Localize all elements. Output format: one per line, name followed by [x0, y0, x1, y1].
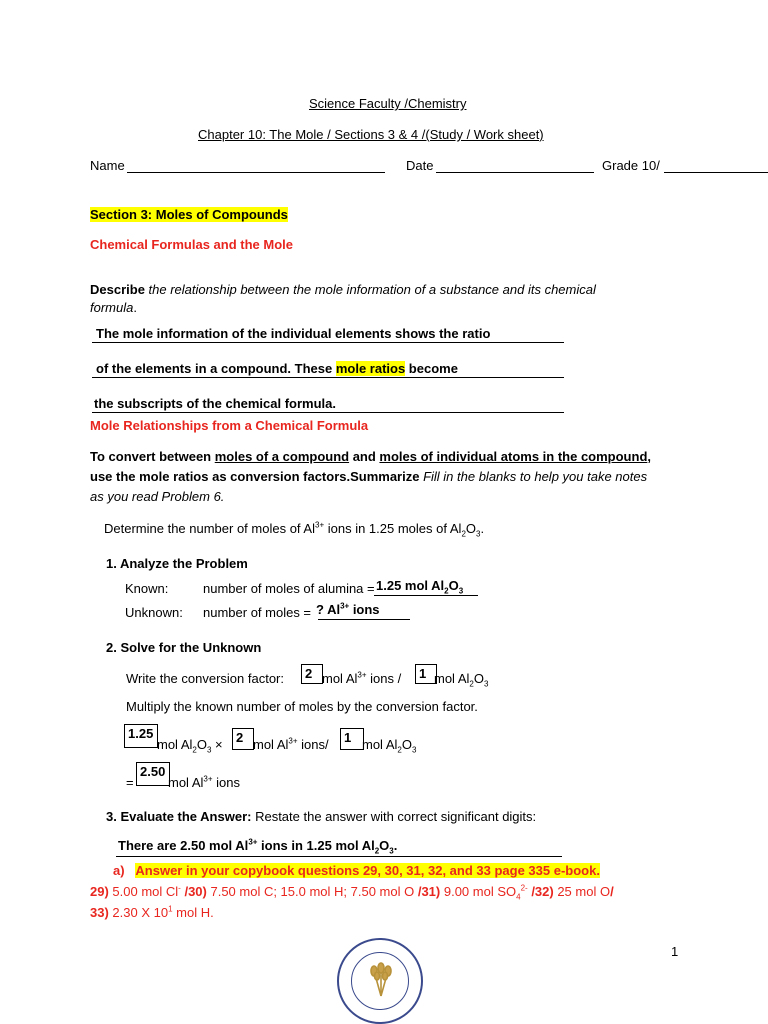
page-number: 1 — [671, 944, 679, 959]
conv-end: mol $Al_2O_3$ — [434, 671, 489, 689]
date-field[interactable] — [436, 172, 594, 173]
known-text: number of moles of alumina = — [203, 581, 375, 596]
section-title: Section 3: Moles of Compounds — [90, 207, 288, 222]
result-box: 2.50 — [136, 762, 170, 786]
result-equals: = — [126, 775, 134, 790]
describe-line1: Describe the relationship between the mole information of a substance and its chemical — [90, 282, 596, 297]
grade-label: Grade 10/ — [602, 158, 660, 173]
answers-line-2: 33) 2.30 X $10^1$ mol H. — [90, 904, 214, 920]
known-underline — [374, 595, 478, 596]
multiply-text: Multiply the known number of moles by the conversion factor. — [126, 699, 478, 714]
calc-box-3: 1 — [340, 728, 364, 750]
describe-line2: formula. — [90, 300, 137, 315]
final-underline — [116, 856, 562, 857]
step2-title: 2. Solve for the Unknown — [106, 640, 262, 655]
date-label: Date — [406, 158, 434, 173]
relationships-title: Mole Relationships from a Chemical Formula — [90, 418, 369, 433]
unknown-underline — [318, 619, 410, 620]
conv-box-2: 1 — [415, 664, 437, 684]
answer-line-2: of the elements in a compound. These mole ratios become — [96, 361, 458, 376]
relationships-p1: To convert between moles of a compound and moles of individual atoms in the compound, — [90, 449, 652, 464]
name-field[interactable] — [127, 172, 385, 173]
relationships-p2: use the mole ratios as conversion factors.Summarize Fill in the blanks to help you take notes — [90, 469, 648, 484]
known-answer: 1.25 mol $Al_2O_3$ — [376, 578, 464, 596]
calc-part-b: mol $Al^{3+}$ ions/ — [253, 736, 329, 752]
unknown-answer: ? $Al^{3+}$ ions — [316, 601, 380, 617]
chapter-header: Chapter 10: The Mole / Sections 3 & 4 /(Study / Work sheet) — [198, 127, 544, 142]
calc-part-c: mol $Al_2O_3$ — [362, 737, 417, 755]
section-subtitle: Chemical Formulas and the Mole — [90, 237, 293, 252]
calc-box-2: 2 — [232, 728, 254, 750]
school-seal-logo — [337, 938, 423, 1024]
calc-box-1: 1.25 — [124, 724, 158, 748]
answers-line-1: 29) 5.00 mol Cl- /30) 7.50 mol C; 15.0 mol H; 7.50 mol O /31) 9.00 mol $SO_4^{2-}$ /32) 25 mol O/ — [90, 883, 614, 902]
name-label: Name — [90, 158, 125, 173]
conv-text: Write the conversion factor: — [126, 671, 284, 686]
final-answer: There are 2.50 mol $Al^{3+}$ ions in 1.25 mol $Al_2O_3$. — [118, 837, 398, 856]
answer-line-1: The mole information of the individual elements shows the ratio — [96, 326, 491, 341]
conv-mid: mol $Al^{3+}$ ions / — [322, 670, 402, 686]
unknown-text: number of moles = — [203, 605, 312, 620]
relationships-p3: as you read Problem 6. — [90, 489, 225, 504]
unknown-label: Unknown: — [125, 605, 183, 620]
step1-title: 1. Analyze the Problem — [106, 556, 248, 571]
faculty-header: Science Faculty /Chemistry — [309, 96, 467, 111]
answer-underline-2 — [92, 377, 564, 378]
problem-statement: Determine the number of moles of $Al^{3+}$ ions in 1.25 moles of $Al_2O_3$. — [104, 520, 485, 539]
conv-box-1: 2 — [301, 664, 323, 684]
calc-part-a: mol $Al_2O_3$ × — [157, 737, 223, 755]
answer-underline-1 — [92, 342, 564, 343]
wheat-icon — [367, 962, 395, 998]
grade-field[interactable] — [664, 172, 768, 173]
answers-item-a: a) Answer in your copybook questions 29, 30, 31, 32, and 33 page 335 e-book. — [113, 863, 600, 878]
answer-line-3: the subscripts of the chemical formula. — [94, 396, 336, 411]
answer-underline-3 — [92, 412, 564, 413]
known-label: Known: — [125, 581, 169, 596]
step3: 3. Evaluate the Answer: Restate the answer with correct significant digits: — [106, 809, 537, 824]
result-text: mol $Al^{3+}$ ions — [168, 774, 240, 790]
